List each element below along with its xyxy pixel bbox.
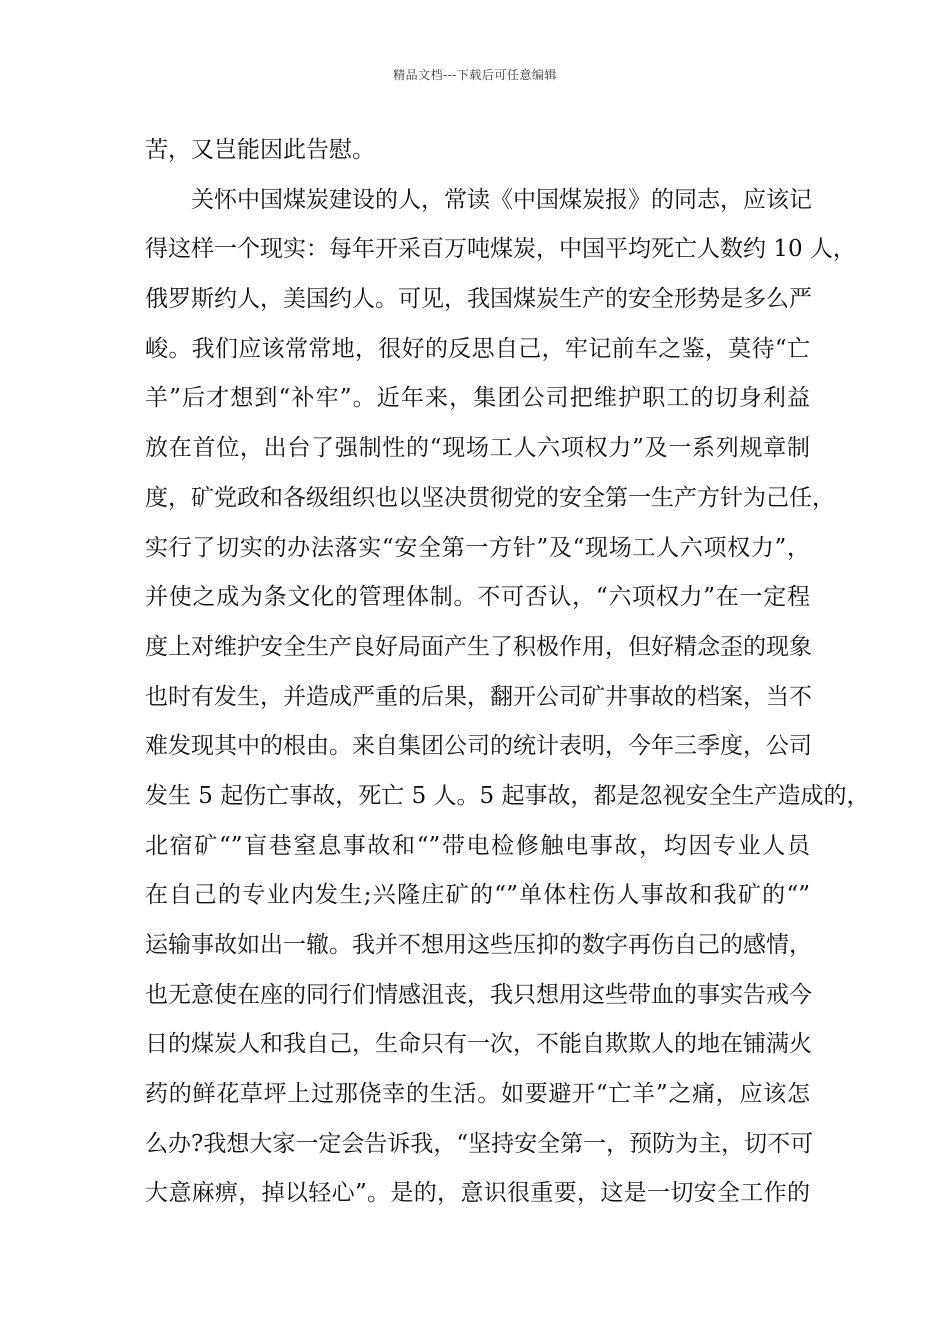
text-line: 度上对维护安全生产良好局面产生了积极作用，但好精念歪的现象 [145,633,812,660]
text-line: 度，矿党政和各级组织也以坚决贯彻党的安全第一生产方针为己任， [145,484,835,511]
text-line: 苦，又岂能因此告慰。 [145,137,375,163]
text-line: 药的鲜花草坪上过那侥幸的生活。如要避开“亡羊”之痛，应该怎 [145,1081,810,1108]
text-line: 大意麻痹，掉以轻心”。是的，意识很重要，这是一切安全工作的 [145,1180,810,1207]
text-line: 么办?我想大家一定会告诉我，“坚持安全第一，预防为主，切不可 [145,1130,814,1157]
text-line: 也无意使在座的同行们情感沮丧，我只想用这些带血的事实告戒今 [145,981,812,1008]
text-line: 羊”后才想到“补牢”。近年来，集团公司把维护职工的切身利益 [145,385,810,412]
text-line: 实行了切实的办法落实“安全第一方针”及“现场工人六项权力”， [145,534,810,561]
text-line: 在自己的专业内发生;兴隆庄矿的“”单体柱伤人事故和我矿的“” [145,882,810,909]
text-line: 关怀中国煤炭建设的人，常读《中国煤炭报》的同志，应该记 [191,186,812,213]
text-line: 难发现其中的根由。来自集团公司的统计表明，今年三季度，公司 [145,733,812,760]
text-line: 运输事故如出一辙。我并不想用这些压抑的数字再伤自己的感情， [145,932,812,958]
text-line: 俄罗斯约人，美国约人。可见，我国煤炭生产的安全形势是多么严 [145,286,812,313]
text-line: 发生 5 起伤亡事故，死亡 5 人。5 起事故，都是忽视安全生产造成的， [145,782,870,809]
page-header: 精品文档---下载后可任意编辑 [393,68,557,82]
text-line: 峻。我们应该常常地，很好的反思自己，牢记前车之鉴，莫待“亡 [145,335,810,362]
text-line: 放在首位，出台了强制性的“现场工人六项权力”及一系列规章制 [145,435,810,462]
text-line: 得这样一个现实：每年开采百万吨煤炭，中国平均死亡人数约 10 人， [145,236,856,263]
body-text [145,132,870,1225]
text-line: 日的煤炭人和我自己，生命只有一次，不能自欺欺人的地在铺满火 [145,1031,812,1058]
text-line: 北宿矿“”盲巷窒息事故和“”带电检修触电事故，均因专业人员 [145,832,810,859]
text-line: 并使之成为条文化的管理体制。不可否认，“六项权力”在一定程 [145,584,810,611]
text-line: 也时有发生，并造成严重的后果，翻开公司矿井事故的档案，当不 [145,683,812,710]
